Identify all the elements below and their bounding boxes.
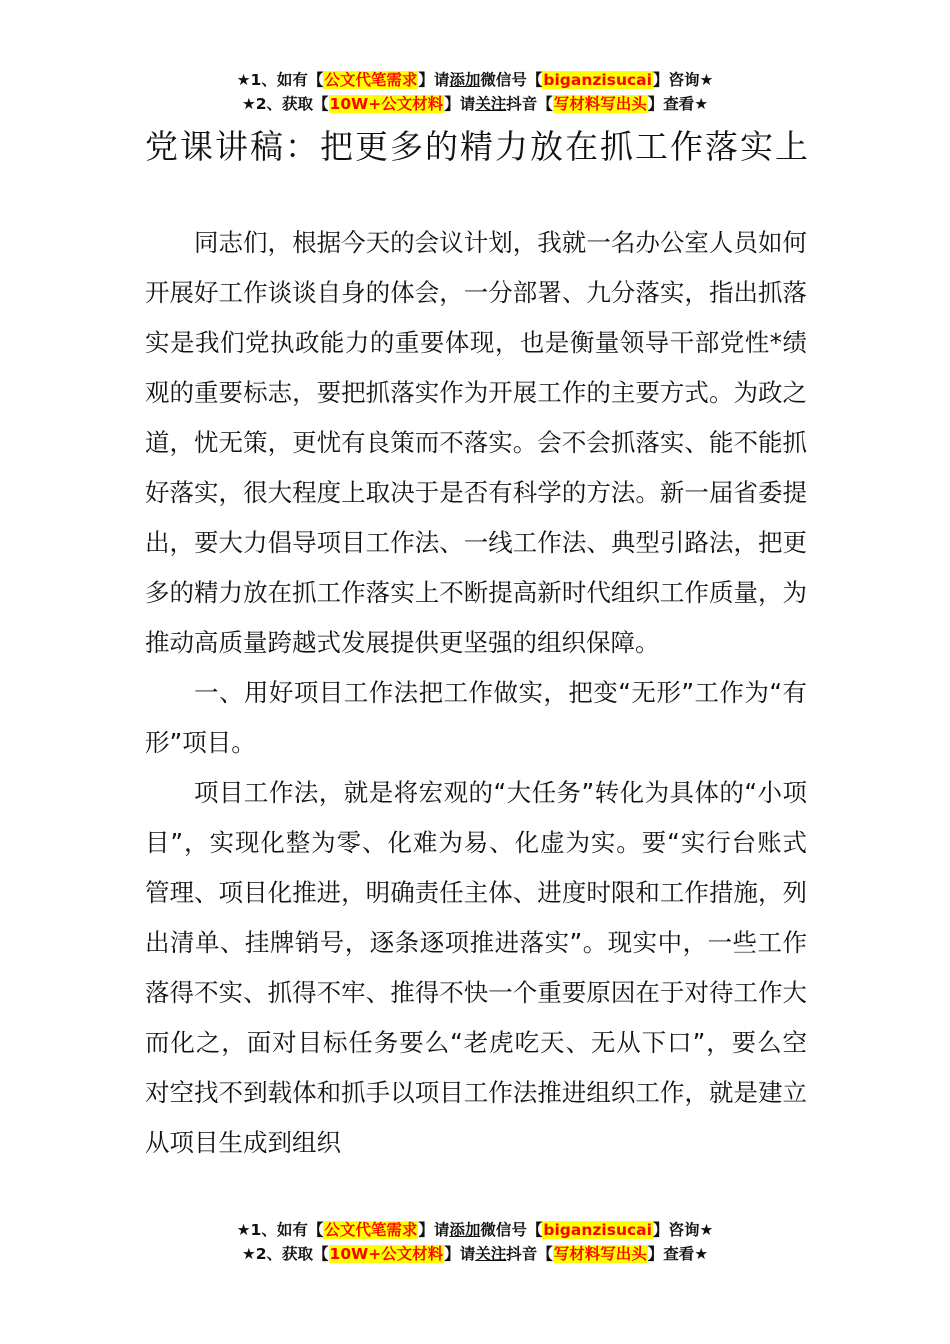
promo-text: ★2、获取【 (241, 1245, 329, 1263)
promo-line-1 (0, 68, 950, 92)
promo-text: 】请 (418, 1221, 450, 1239)
promo-text: 】咨询★ (652, 1221, 714, 1239)
underlined-text: 添加 (449, 71, 481, 89)
underlined-text: 关注 (475, 95, 507, 113)
highlight-text: 10W+公文材料 (329, 1245, 444, 1263)
wechat-id-highlight: biganzisucai (543, 1221, 652, 1239)
promo-text: 】请 (418, 71, 450, 89)
promo-banner-top (0, 68, 950, 116)
promo-text: 】查看★ (647, 95, 709, 113)
promo-line-1 (0, 1218, 950, 1242)
promo-text: ★2、获取【 (241, 95, 329, 113)
document-title: 党课讲稿：把更多的精力放在抓工作落实上 (145, 127, 810, 166)
highlight-text: 10W+公文材料 (329, 95, 444, 113)
highlight-text: 公文代笔需求 (324, 1221, 418, 1239)
promo-text: 】查看★ (647, 1245, 709, 1263)
promo-text: 】请 (444, 95, 476, 113)
promo-text: 抖音【 (506, 1245, 553, 1263)
promo-text: 微信号【 (480, 1221, 543, 1239)
paragraph-project-method: 项目工作法，就是将宏观的“大任务”转化为具体的“小项目”，实现化整为零、化难为易、化虚为实。要“实行台账式管理、项目化推进，明确责任主体、进度时限和工作措施，列出清单、挂牌销号，逐条逐项推进落实”。现实中，一些工作落得不实、抓得不牢、推得不快一个重要原因在于对待工作大而化之，面对目标任务要么“老虎吃天、无从下口”，要么空对空找不到载体和抓手以项目工作法推进组织工作，就是建立从项目生成到组织 (145, 778, 807, 1157)
promo-text: ★1、如有【 (236, 71, 324, 89)
underlined-text: 关注 (475, 1245, 507, 1263)
promo-text: 】咨询★ (652, 71, 714, 89)
highlight-text: 公文代笔需求 (324, 71, 418, 89)
promo-banner-bottom (0, 1218, 950, 1266)
douyin-highlight: 写材料写出头 (553, 1245, 647, 1263)
promo-text: 微信号【 (480, 71, 543, 89)
douyin-highlight: 写材料写出头 (553, 95, 647, 113)
underlined-text: 添加 (449, 1221, 481, 1239)
promo-line-2 (0, 92, 950, 116)
wechat-id-highlight: biganzisucai (543, 71, 652, 89)
promo-text: 】请 (444, 1245, 476, 1263)
promo-text: 抖音【 (506, 95, 553, 113)
promo-text: ★1、如有【 (236, 1221, 324, 1239)
paragraph-intro: 同志们，根据今天的会议计划，我就一名办公室人员如何开展好工作谈谈自身的体会，一分部署、九分落实，指出抓落实是我们党执政能力的重要体现，也是衡量领导干部党性*绩观的重要标志，要把抓落实作为开展工作的主要方式。为政之道，忧无策，更忧有良策而不落实。会不会抓落实、能不能抓好落实，很大程度上取决于是否有科学的方法。新一届省委提出，要大力倡导项目工作法、一线工作法、典型引路法，把更多的精力放在抓工作落实上不断提高新时代组织工作质量，为推动高质量跨越式发展提供更坚强的组织保障。 (145, 228, 807, 657)
section-heading-1: 一、用好项目工作法把工作做实，把变“无形”工作为“有形”项目。 (145, 678, 807, 757)
document-body (145, 218, 807, 1168)
promo-line-2 (0, 1242, 950, 1266)
